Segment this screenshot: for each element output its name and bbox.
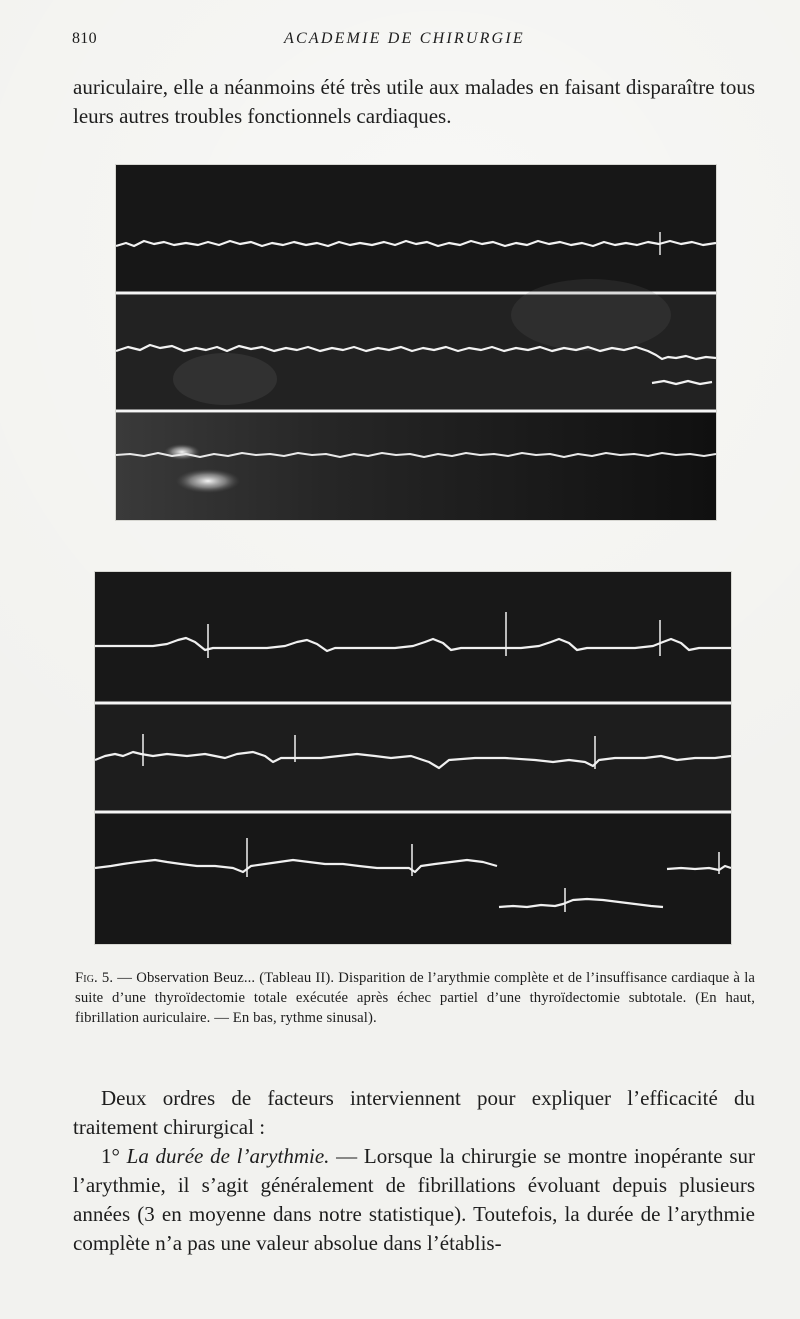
ecg-top-glow-small	[164, 444, 200, 460]
body-text	[73, 1084, 755, 1258]
body-paragraph-2-text: — Lorsque la chirurgie se montre inopérante sur l’arythmie, il s’agit généralement de fibrillations évoluant depuis plusieurs années (3 en moyenne dans notre statistique). Toutefois, la durée de l’arythmie complète n’a pas une valeur absolue dans l’établis-	[73, 1144, 755, 1255]
ecg-bottom-image	[95, 572, 731, 944]
ecg-bottom-strip-3	[95, 814, 731, 944]
journal-title: ACADEMIE DE CHIRURGIE	[284, 30, 525, 47]
ecg-top-image	[116, 165, 716, 520]
body-paragraph-1: Deux ordres de facteurs interviennent pour expliquer l’efficacité du traitement chirurgical :	[73, 1086, 755, 1139]
page-number: 810	[72, 30, 97, 47]
ecg-top-strip-3	[116, 413, 716, 520]
section-title: La durée de l’arythmie.	[126, 1144, 330, 1168]
running-head	[72, 30, 762, 54]
figure-label: Fig. 5.	[75, 970, 114, 986]
ecg-figure-top	[116, 165, 716, 520]
intro-paragraph	[73, 73, 755, 131]
ecg-top-haze	[173, 353, 277, 405]
ecg-top-strip-1	[116, 165, 716, 291]
intro-text: auriculaire, elle a néanmoins été très utile aux malades en faisant disparaître tous leurs autres troubles fonctionnels cardiaques.	[73, 75, 755, 128]
figure-caption	[75, 968, 755, 1028]
ecg-top-glow-large	[176, 469, 240, 493]
body-paragraph-2	[73, 1142, 755, 1258]
ecg-bottom-strip-1	[95, 572, 731, 700]
figure-caption-text: — Observation Beuz... (Tableau II). Disparition de l’arythmie complète et de l’insuffisance cardiaque à la suite d’une thyroïdectomie totale exécutée après échec partiel d’une thyroïdectomie subtotale. (En haut, fibrillation auriculaire. — En bas, rythme sinusal).	[75, 970, 755, 1026]
ecg-top-shadow	[511, 279, 671, 351]
ecg-figure-bottom	[95, 572, 731, 944]
list-prefix: 1°	[101, 1144, 127, 1168]
